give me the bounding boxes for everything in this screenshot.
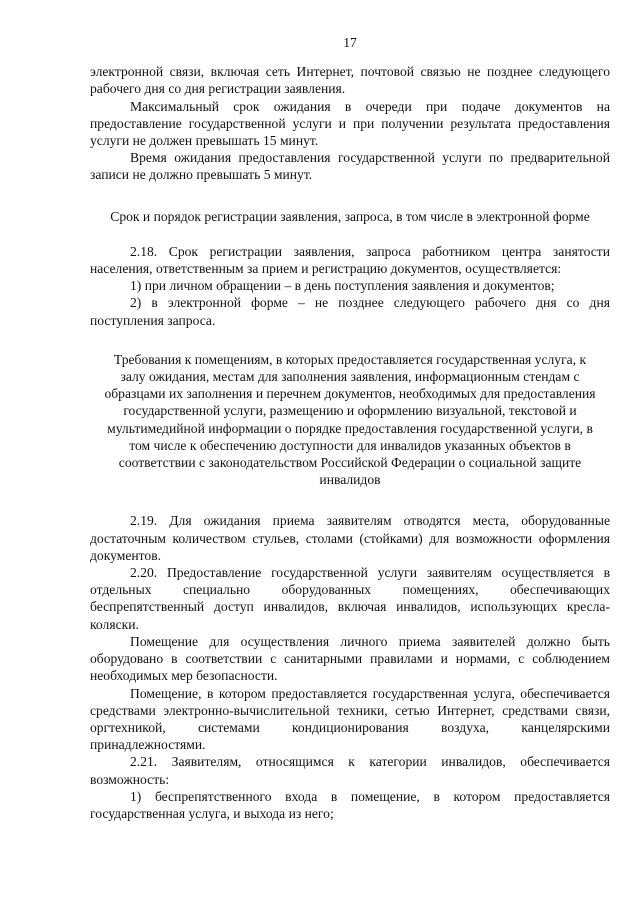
paragraph: 2.19. Для ожидания приема заявителям отводятся места, оборудованные достаточным количеством стульев, столами (стойками) для возможности оформления документов.: [90, 513, 610, 563]
paragraph: 2) в электронной форме – не позднее следующего рабочего дня со дня поступления запроса.: [90, 295, 610, 328]
section-heading: Требования к помещениям, в которых предоставляется государственная услуга, к залу ожидания, местам для заполнения заявления, информационным стендам с образцами их заполнения и перечнем документов, необходимых для предоставления государственной услуги, размещению и оформлению визуальной, текстовой и мультимедийной информации о порядке предоставления государственной услуги, в том числе к обеспечению доступности для инвалидов указанных объектов в соответствии с законодательством Российской Федерации о социальной защите инвалидов: [104, 351, 596, 488]
paragraph: 2.21. Заявителям, относящимся к категории инвалидов, обеспечивается возможность:: [90, 754, 610, 787]
paragraph: электронной связи, включая сеть Интернет, почтовой связью не позднее следующего рабочего дня со дня регистрации заявления.: [90, 64, 610, 97]
paragraph: Максимальный срок ожидания в очереди при подаче документов на предоставление государственной услуги и при получении результата предоставления услуги не должен превышать 15 минут.: [90, 98, 610, 149]
paragraph: Помещение для осуществления личного приема заявителей должно быть оборудовано в соответствии с санитарными правилами и нормами, с соблюдением необходимых мер безопасности.: [90, 633, 610, 684]
section-heading: Срок и порядок регистрации заявления, запроса, в том числе в электронной форме: [110, 208, 590, 224]
paragraph: 2.18. Срок регистрации заявления, запроса работником центра занятости населения, ответственным за прием и регистрацию документов, осуществляется:: [90, 243, 610, 277]
paragraph: 1) при личном обращении – в день поступления заявления и документов;: [130, 278, 555, 294]
paragraph: 2.20. Предоставление государственной услуги заявителям осуществляется в отдельных специально оборудованных помещениях, обеспечивающих беспрепятственный доступ инвалидов, включая инвалидов, использующих кресла-коляски.: [90, 565, 610, 632]
paragraph: 1) беспрепятственного входа в помещение, в котором предоставляется государственная услуга, и выхода из него;: [90, 788, 610, 821]
paragraph: Время ожидания предоставления государственной услуги по предварительной записи не должно превышать 5 минут.: [90, 150, 610, 183]
page-number: 17: [343, 35, 357, 50]
paragraph: Помещение, в котором предоставляется государственная услуга, обеспечивается средствами электронно-вычислительной техники, сетью Интернет, средствами связи, оргтехникой, системами кондиционирования воздуха, канцелярскими принадлежностями.: [90, 685, 610, 753]
